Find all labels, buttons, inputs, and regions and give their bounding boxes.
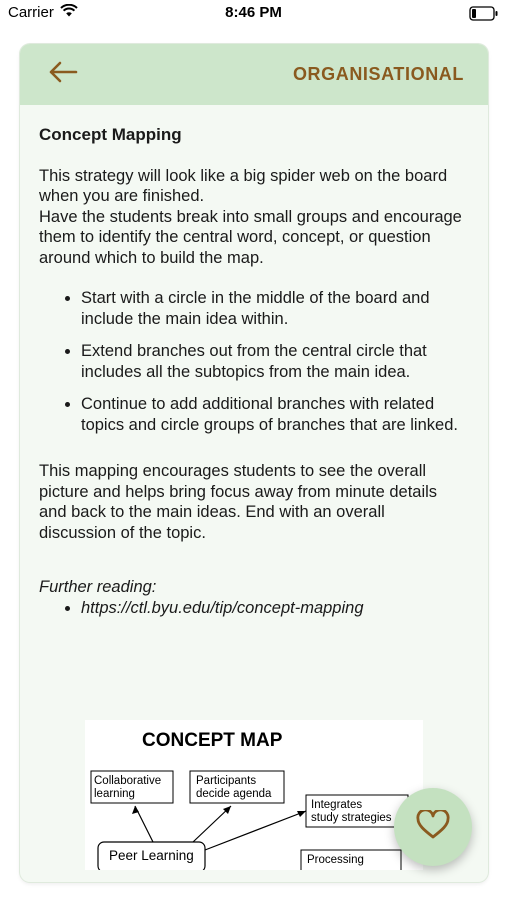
- carrier-label: Carrier: [8, 4, 54, 21]
- list-item: • Start with a circle in the middle of the board and include the main idea within.: [81, 288, 466, 329]
- svg-text:study strategies: study strategies: [311, 812, 392, 824]
- list-item: • Continue to add additional branches with related topics and circle groups of branches that are linked.: [81, 394, 466, 435]
- box-peer-learning: Peer Learning: [109, 848, 194, 863]
- battery-icon: [469, 6, 499, 21]
- concept-map-image: [85, 720, 423, 870]
- svg-text:learning: learning: [94, 788, 135, 800]
- list-item: • Extend branches out from the central circle that includes all the subtopics from the main idea.: [81, 341, 466, 382]
- status-bar: [0, 0, 507, 28]
- heart-icon: [416, 810, 450, 845]
- box-processing: Processing: [307, 854, 364, 866]
- intro-line-2: Have the students break into small groups and encourage them to identify the central word, concept, or question around which to build the map.: [39, 207, 462, 267]
- closing-paragraph: This mapping encourages students to see the overall picture and helps bring focus away from minute details and back to the main ideas. End with an overall discussion of the topic.: [39, 462, 438, 542]
- favorite-button[interactable]: [394, 788, 472, 866]
- strategy-heading: Concept Mapping: [39, 125, 182, 144]
- svg-text:decide agenda: decide agenda: [196, 788, 272, 800]
- concept-map-title: CONCEPT MAP: [142, 730, 283, 751]
- card-header: [20, 44, 488, 105]
- further-reading-label: Further reading:: [39, 578, 157, 596]
- box-collaborative-learning: Collaborative: [94, 775, 162, 787]
- box-integrates-study-strategies: Integrates: [311, 799, 363, 811]
- strategy-content: [20, 105, 488, 618]
- status-time: 8:46 PM: [225, 4, 282, 21]
- box-participants-decide-agenda: Participants: [196, 775, 257, 787]
- further-reading-list: [39, 598, 466, 619]
- category-title: ORGANISATIONAL: [292, 64, 464, 84]
- steps-list: [39, 288, 466, 435]
- further-reading-link[interactable]: • https://ctl.byu.edu/tip/concept-mapping: [81, 598, 466, 619]
- arrow-left-icon: [48, 61, 78, 88]
- strategy-card: [20, 44, 488, 882]
- intro-line-1: This strategy will look like a big spider web on the board when you are finished.: [39, 166, 448, 205]
- back-button[interactable]: [46, 58, 80, 92]
